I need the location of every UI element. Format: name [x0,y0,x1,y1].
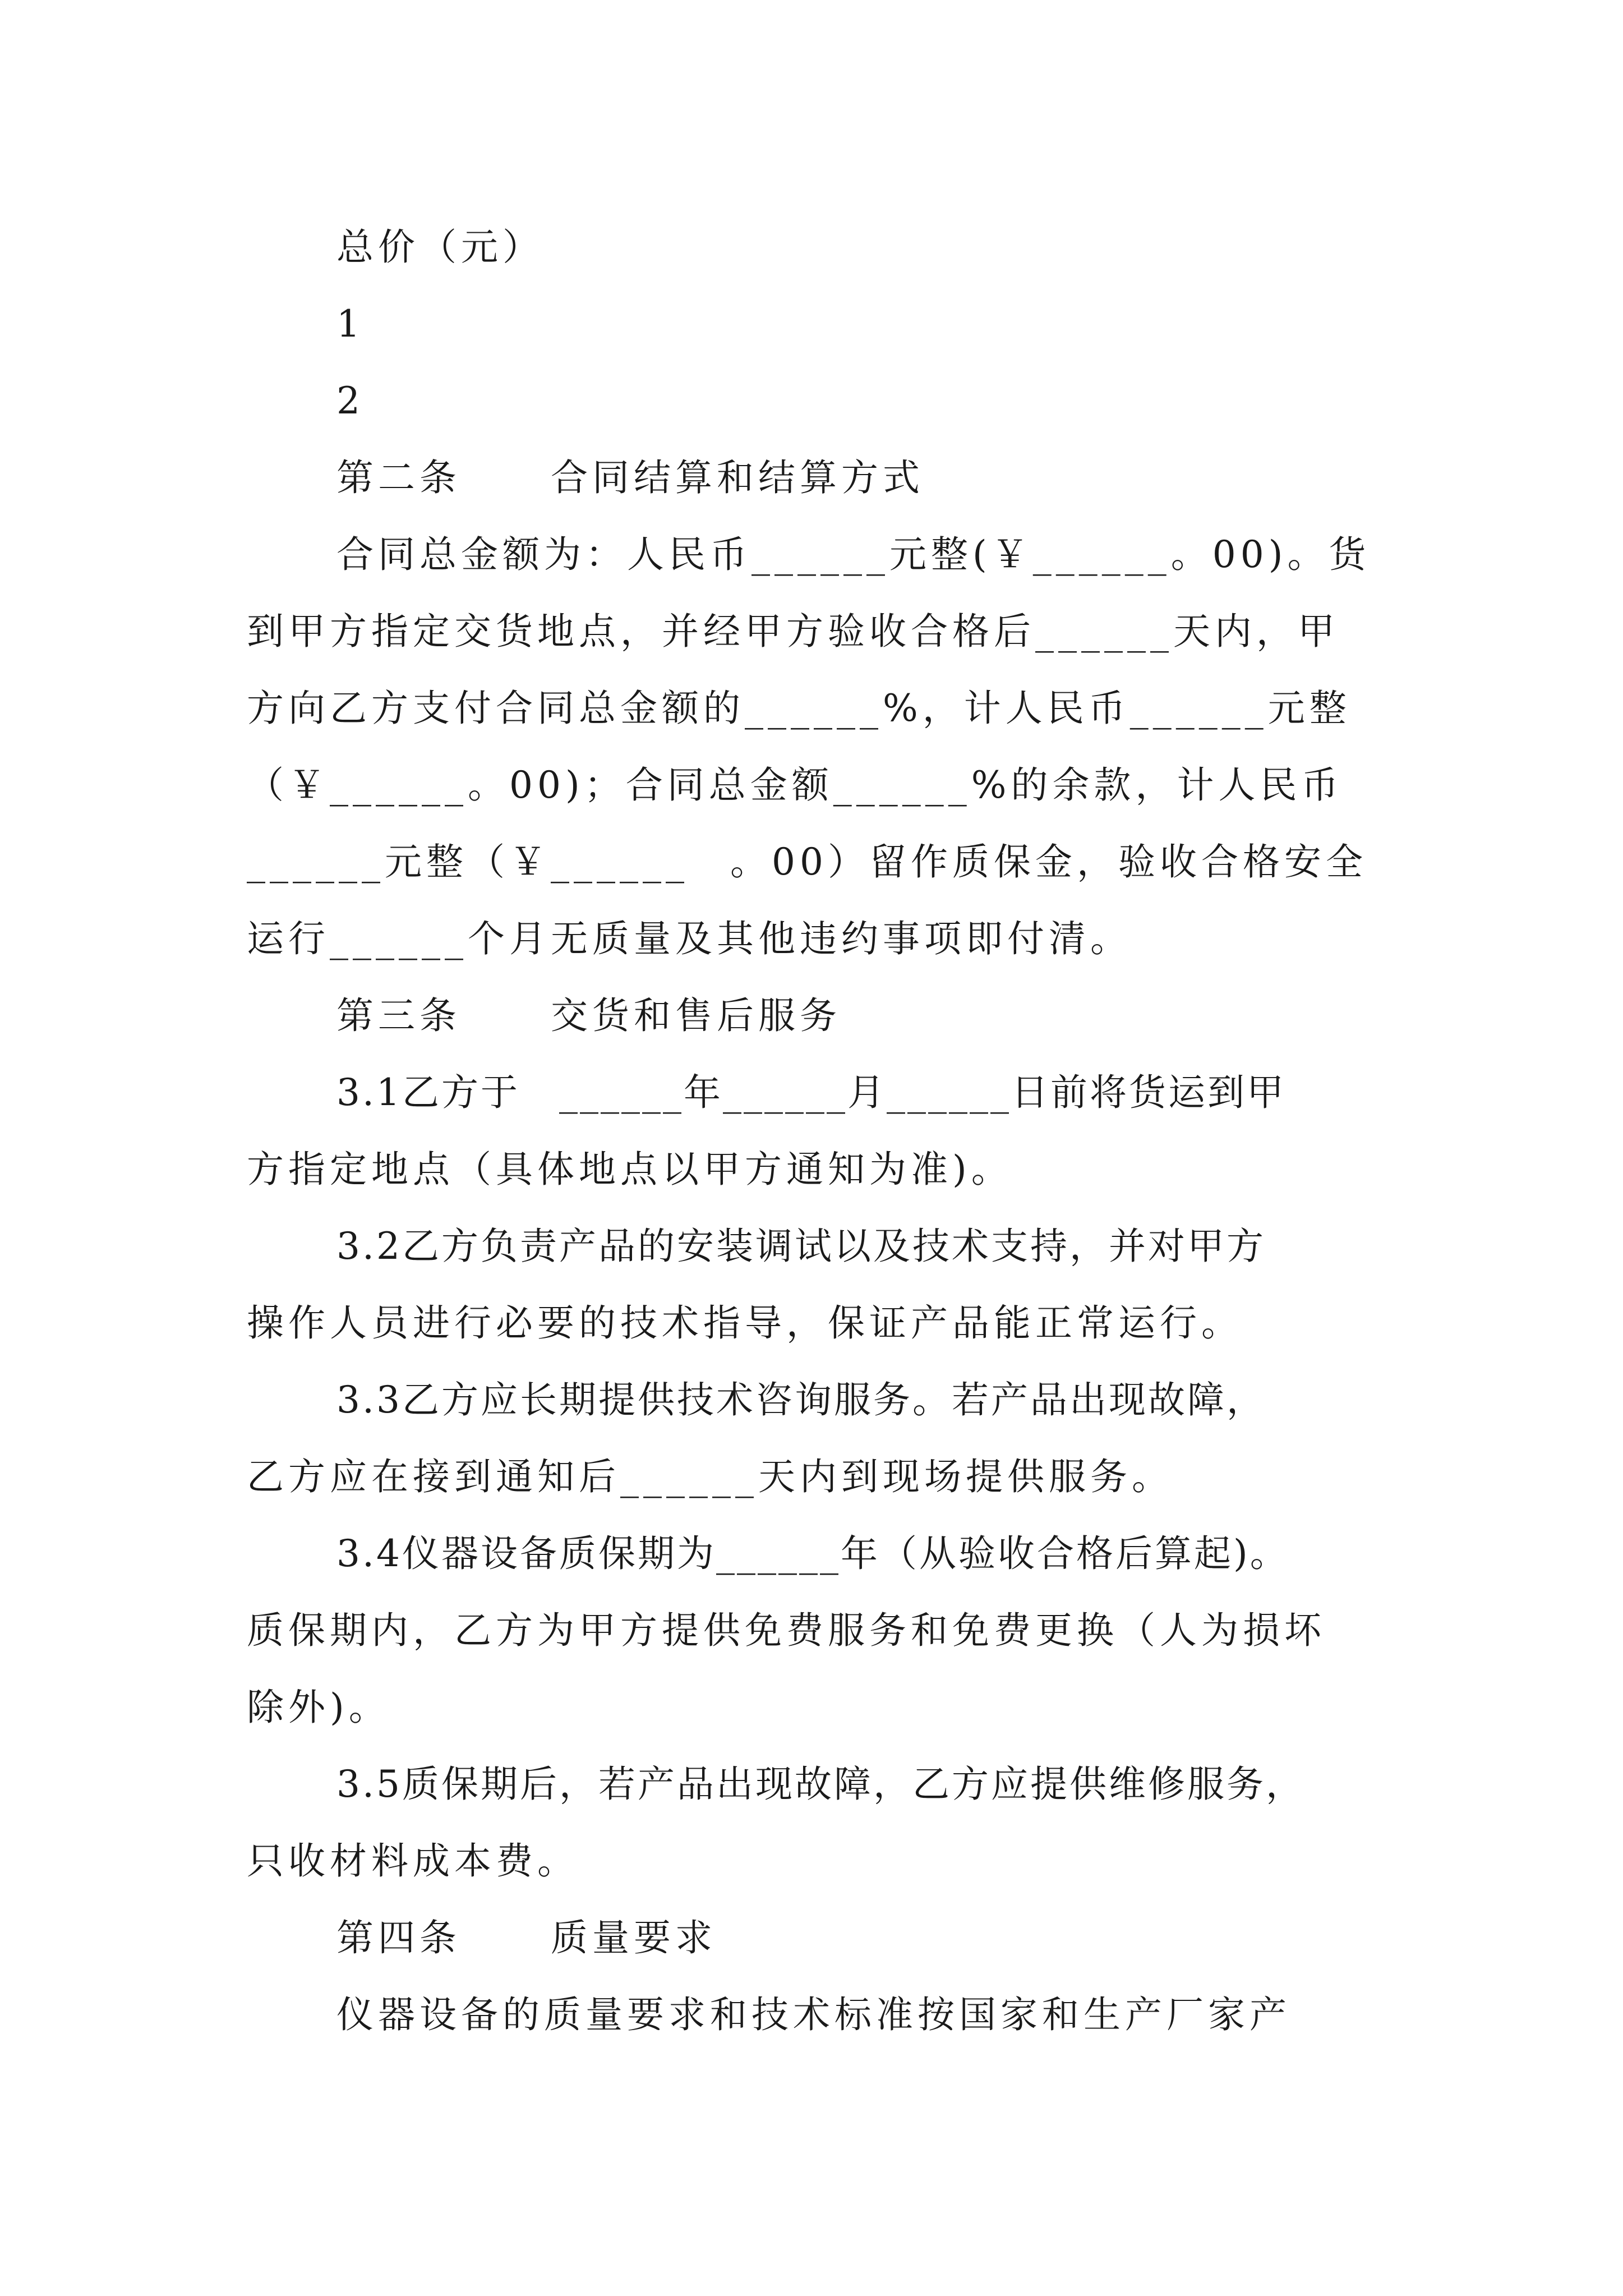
line-text: 质保期内，乙方为甲方提供免费服务和免费更换（人为损坏 [247,1609,1326,1652]
line-text: 方指定地点（具体地点以甲方通知为准)。 [247,1148,1013,1191]
paragraph-line [247,670,1389,747]
table-row-number [247,362,1389,439]
line-text: 1 [336,302,365,346]
line-text: 3.3乙方应长期提供技术咨询服务。若产品出现故障， [336,1378,1266,1421]
table-row-number [247,286,1389,362]
line-text: 到甲方指定交货地点，并经甲方验收合格后______天内，甲 [247,610,1339,653]
line-text: 方向乙方支付合同总金额的______%，计人民币______元整 [247,687,1351,730]
line-text: 乙方应在接到通知后______天内到现场提供服务。 [247,1455,1173,1498]
clause-line [247,1515,1389,1592]
article-heading [247,977,1389,1054]
table-header-total-price [247,209,1389,286]
line-text: 只收材料成本费。 [247,1839,579,1883]
line-text: 合同总金额为：人民币______元整(￥______。00)。货 [336,533,1371,576]
paragraph-line [247,823,1389,900]
line-text: 操作人员进行必要的技术指导，保证产品能正常运行。 [247,1301,1243,1345]
line-text: 运行______个月无质量及其他违约事项即付清。 [247,917,1132,960]
line-text: 总价（元） [336,226,544,269]
clause-line [247,1054,1389,1131]
paragraph-line [247,516,1389,593]
paragraph-line [247,900,1389,977]
article-title: 合同结算和结算方式 [551,456,924,499]
article-title: 质量要求 [551,1916,717,1959]
paragraph-line [247,593,1389,670]
line-text: 2 [336,379,365,422]
article-heading [247,439,1389,516]
line-text: 除外)。 [247,1686,390,1729]
clause-line [247,1285,1389,1361]
line-text: 3.1乙方于 ______年______月______日前将货运到甲 [336,1071,1286,1114]
clause-line [247,1438,1389,1515]
clause-line [247,1131,1389,1208]
article-number: 第三条 [336,994,461,1037]
article-number: 第四条 [336,1916,461,1959]
line-text: （￥______。00)；合同总金额______%的余款，计人民币 [247,763,1343,807]
clause-line [247,1361,1389,1438]
paragraph-line [247,747,1389,823]
article-title: 交货和售后服务 [551,994,841,1037]
line-text: 仪器设备的质量要求和技术标准按国家和生产厂家产 [336,1993,1291,2036]
clause-line [247,1746,1389,1823]
clause-line [247,1208,1389,1285]
line-text: 3.5质保期后，若产品出现故障，乙方应提供维修服务， [336,1763,1305,1806]
clause-line [247,1669,1389,1746]
paragraph-line [247,1976,1389,2053]
article-number: 第二条 [336,456,461,499]
clause-line [247,1823,1389,1899]
article-heading [247,1899,1389,1976]
line-text: 3.4仪器设备质保期为______年（从验收合格后算起)。 [336,1532,1289,1575]
line-text: 3.2乙方负责产品的安装调试以及技术支持，并对甲方 [336,1225,1266,1268]
clause-line [247,1592,1389,1669]
line-text: ______元整（￥______ 。00）留作质保金，验收合格安全 [247,840,1367,884]
contract-text [247,209,1389,2053]
